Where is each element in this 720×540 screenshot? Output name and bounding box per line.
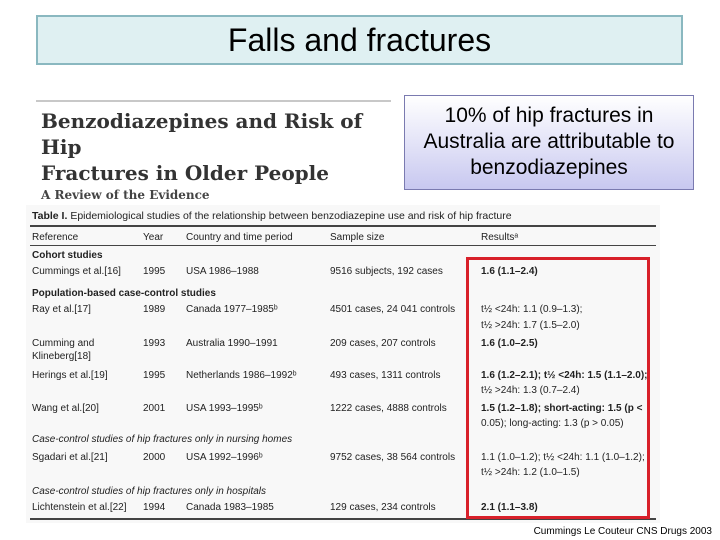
section-label: Case-control studies of hip fractures only in nursing homes <box>32 434 293 445</box>
table-caption-label: Table I. <box>32 210 68 222</box>
cell-result: 1.5 (1.2–1.8); short-acting: 1.5 (p < <box>481 403 643 414</box>
slide-title: Falls and fractures <box>36 15 683 65</box>
cell-result: t½ <24h: 1.1 (0.9–1.3); <box>481 304 583 315</box>
cell-country: USA 1986–1988 <box>186 266 259 277</box>
cell-reference: Ray et al.[17] <box>32 304 91 315</box>
cell-year: 1994 <box>143 502 166 513</box>
header-year: Year <box>143 232 164 243</box>
table-header-rule <box>30 245 656 246</box>
callout-box: 10% of hip fractures in Australia are attributable to benzodiazepines <box>404 95 694 190</box>
header-country: Country and time period <box>186 232 293 243</box>
header-results: Resultsᵃ <box>481 232 519 243</box>
cell-reference: Cumming and <box>32 338 95 349</box>
cell-result: 0.05); long-acting: 1.3 (p > 0.05) <box>481 418 624 429</box>
header-rule <box>36 100 391 102</box>
cell-sample: 493 cases, 1311 controls <box>330 370 441 381</box>
header-sample: Sample size <box>330 232 385 243</box>
cell-sample: 1222 cases, 4888 controls <box>330 403 447 414</box>
citation: Cummings Le Couteur CNS Drugs 2003 <box>533 526 712 537</box>
cell-reference: Sgadari et al.[21] <box>32 452 108 463</box>
table-caption-text: Epidemiological studies of the relationship between benzodiazepine use and risk of hip fracture <box>70 210 512 222</box>
cell-sample: 4501 cases, 24 041 controls <box>330 304 456 315</box>
cell-reference: Klineberg[18] <box>32 351 91 362</box>
cell-result: t½ >24h: 1.7 (1.5–2.0) <box>481 320 580 331</box>
results-highlight-box <box>466 257 650 519</box>
cell-year: 2000 <box>143 452 166 463</box>
cell-country: Australia 1990–1991 <box>186 338 278 349</box>
cell-result: 2.1 (1.1–3.8) <box>481 502 538 513</box>
paper-title-line2: Fractures in Older People <box>41 161 329 185</box>
cell-reference: Lichtenstein et al.[22] <box>32 502 127 513</box>
section-label: Population-based case-control studies <box>32 288 216 299</box>
cell-reference: Cummings et al.[16] <box>32 266 121 277</box>
section-label: Cohort studies <box>32 250 103 261</box>
table-caption <box>32 210 512 222</box>
cell-result: 1.6 (1.0–2.5) <box>481 338 538 349</box>
cell-year: 2001 <box>143 403 166 414</box>
paper-header <box>36 100 391 202</box>
cell-result: t½ >24h: 1.3 (0.7–2.4) <box>481 385 580 396</box>
paper-title-line1: Benzodiazepines and Risk of Hip <box>41 109 363 159</box>
cell-sample: 129 cases, 234 controls <box>330 502 436 513</box>
cell-result: 1.6 (1.1–2.4) <box>481 266 538 277</box>
cell-result: 1.1 (1.0–1.2); t½ <24h: 1.1 (1.0–1.2); <box>481 452 645 463</box>
cell-country: Netherlands 1986–1992ᵇ <box>186 370 297 381</box>
table-top-rule <box>30 225 656 227</box>
cell-reference: Herings et al.[19] <box>32 370 108 381</box>
section-label: Case-control studies of hip fractures only in hospitals <box>32 486 267 497</box>
header-reference: Reference <box>32 232 79 243</box>
cell-country: Canada 1977–1985ᵇ <box>186 304 278 315</box>
cell-year: 1993 <box>143 338 166 349</box>
paper-subtitle: A Review of the Evidence <box>41 188 210 202</box>
cell-result: t½ >24h: 1.2 (1.0–1.5) <box>481 467 580 478</box>
cell-sample: 9752 cases, 38 564 controls <box>330 452 456 463</box>
cell-result: 1.6 (1.2–2.1); t½ <24h: 1.5 (1.1–2.0); <box>481 370 648 381</box>
cell-country: Canada 1983–1985 <box>186 502 274 513</box>
cell-country: USA 1992–1996ᵇ <box>186 452 263 463</box>
cell-year: 1995 <box>143 370 166 381</box>
cell-year: 1995 <box>143 266 166 277</box>
cell-country: USA 1993–1995ᵇ <box>186 403 263 414</box>
cell-sample: 9516 subjects, 192 cases <box>330 266 443 277</box>
cell-year: 1989 <box>143 304 166 315</box>
cell-reference: Wang et al.[20] <box>32 403 99 414</box>
cell-sample: 209 cases, 207 controls <box>330 338 436 349</box>
